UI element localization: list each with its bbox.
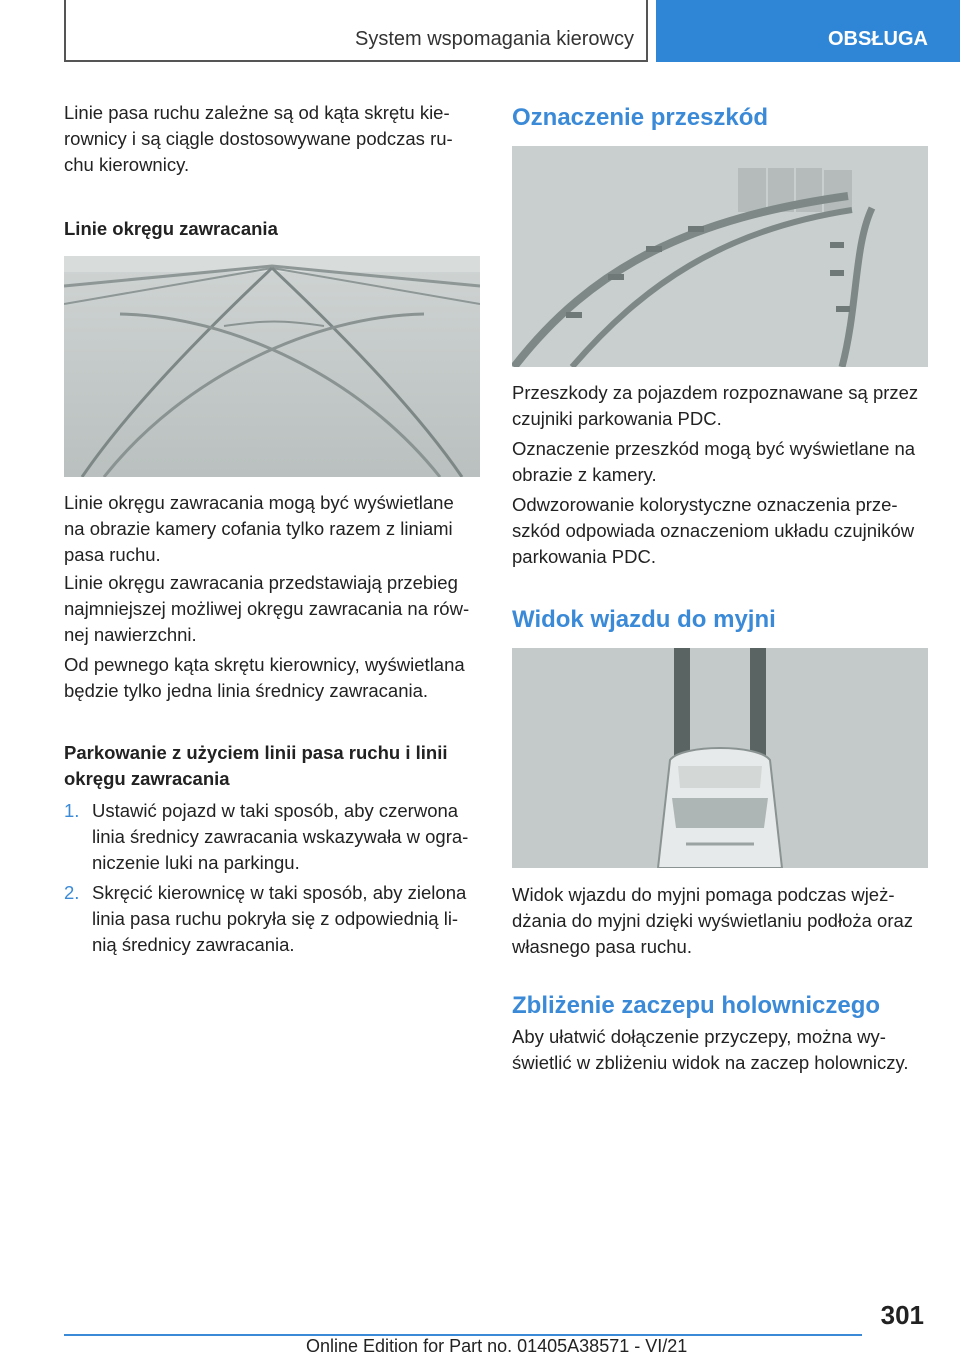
tow-heading: Zbliżenie zaczepu holowniczego xyxy=(512,992,881,1019)
step-number: 2. xyxy=(64,882,80,903)
carwash-view-illustration xyxy=(512,648,928,868)
turning-paragraph-1: Linie okręgu zawracania mogą być wyświetlane na obrazie kamery cofania tylko razem z liniami pasa ruchu. xyxy=(64,492,454,565)
obstacle-paragraph-2: Oznaczenie przeszkód mogą być wyświetlane na obrazie z kamery. xyxy=(512,438,916,485)
obstacle-paragraph-1: Przeszkody za pojazdem rozpoznawane są przez czujniki parkowania PDC. xyxy=(512,382,919,429)
header-section-title: System wspomagania kierowcy xyxy=(355,28,634,50)
turning-lines-heading: Linie okręgu zawracania xyxy=(64,218,278,239)
carwash-paragraph: Widok wjazdu do myjni pomaga podczas wjeż- dżania do myjni dzięki wyświetlaniu podłoża oraz własnego pasa ruchu. xyxy=(512,884,914,957)
obstacle-heading: Oznaczenie przeszkód xyxy=(512,104,769,131)
obstacle-marking-illustration xyxy=(512,146,928,367)
header-chapter-tab xyxy=(656,0,960,62)
turning-paragraph-2: Linie okręgu zawracania przedstawiają przebieg najmniejszej możliwej okręgu zawracania na rów- nej nawierzchni. xyxy=(64,572,470,645)
footer-edition: Online Edition for Part no. 01405A38571 - VI/21 xyxy=(306,1336,688,1356)
carwash-heading: Widok wjazdu do myjni xyxy=(512,606,776,633)
header-chapter-label: OBSŁUGA xyxy=(828,28,928,50)
header-section-box xyxy=(64,0,648,62)
step-text: Skręcić kierownicę w taki sposób, aby zielona linia pasa ruchu pokryła się z odpowiednią li- nią średnicy zawracania. xyxy=(92,882,467,955)
intro-paragraph: Linie pasa ruchu zależne są od kąta skrętu kie- rownicy i są ciągle dostosowywane podczas ru- chu kierownicy. xyxy=(64,102,453,175)
tow-paragraph: Aby ułatwić dołączenie przyczepy, można wy- świetlić w zbliżeniu widok na zaczep holowniczy. xyxy=(512,1026,909,1073)
obstacle-paragraph-3: Odwzorowanie kolorystyczne oznaczenia prze- szkód odpowiada oznaczeniom układu czujników parkowania PDC. xyxy=(512,494,915,567)
step-number: 1. xyxy=(64,800,80,821)
page-number: 301 xyxy=(880,1300,924,1330)
parking-heading: Parkowanie z użyciem linii pasa ruchu i linii okręgu zawracania xyxy=(64,742,448,789)
step-text: Ustawić pojazd w taki sposób, aby czerwona linia średnicy zawracania wskazywała w ogra- niczenie luki na parkingu. xyxy=(92,800,469,873)
turning-circle-illustration xyxy=(64,256,480,477)
turning-paragraph-3: Od pewnego kąta skrętu kierownicy, wyświetlana będzie tylko jedna linia średnicy zawracania. xyxy=(64,654,465,701)
